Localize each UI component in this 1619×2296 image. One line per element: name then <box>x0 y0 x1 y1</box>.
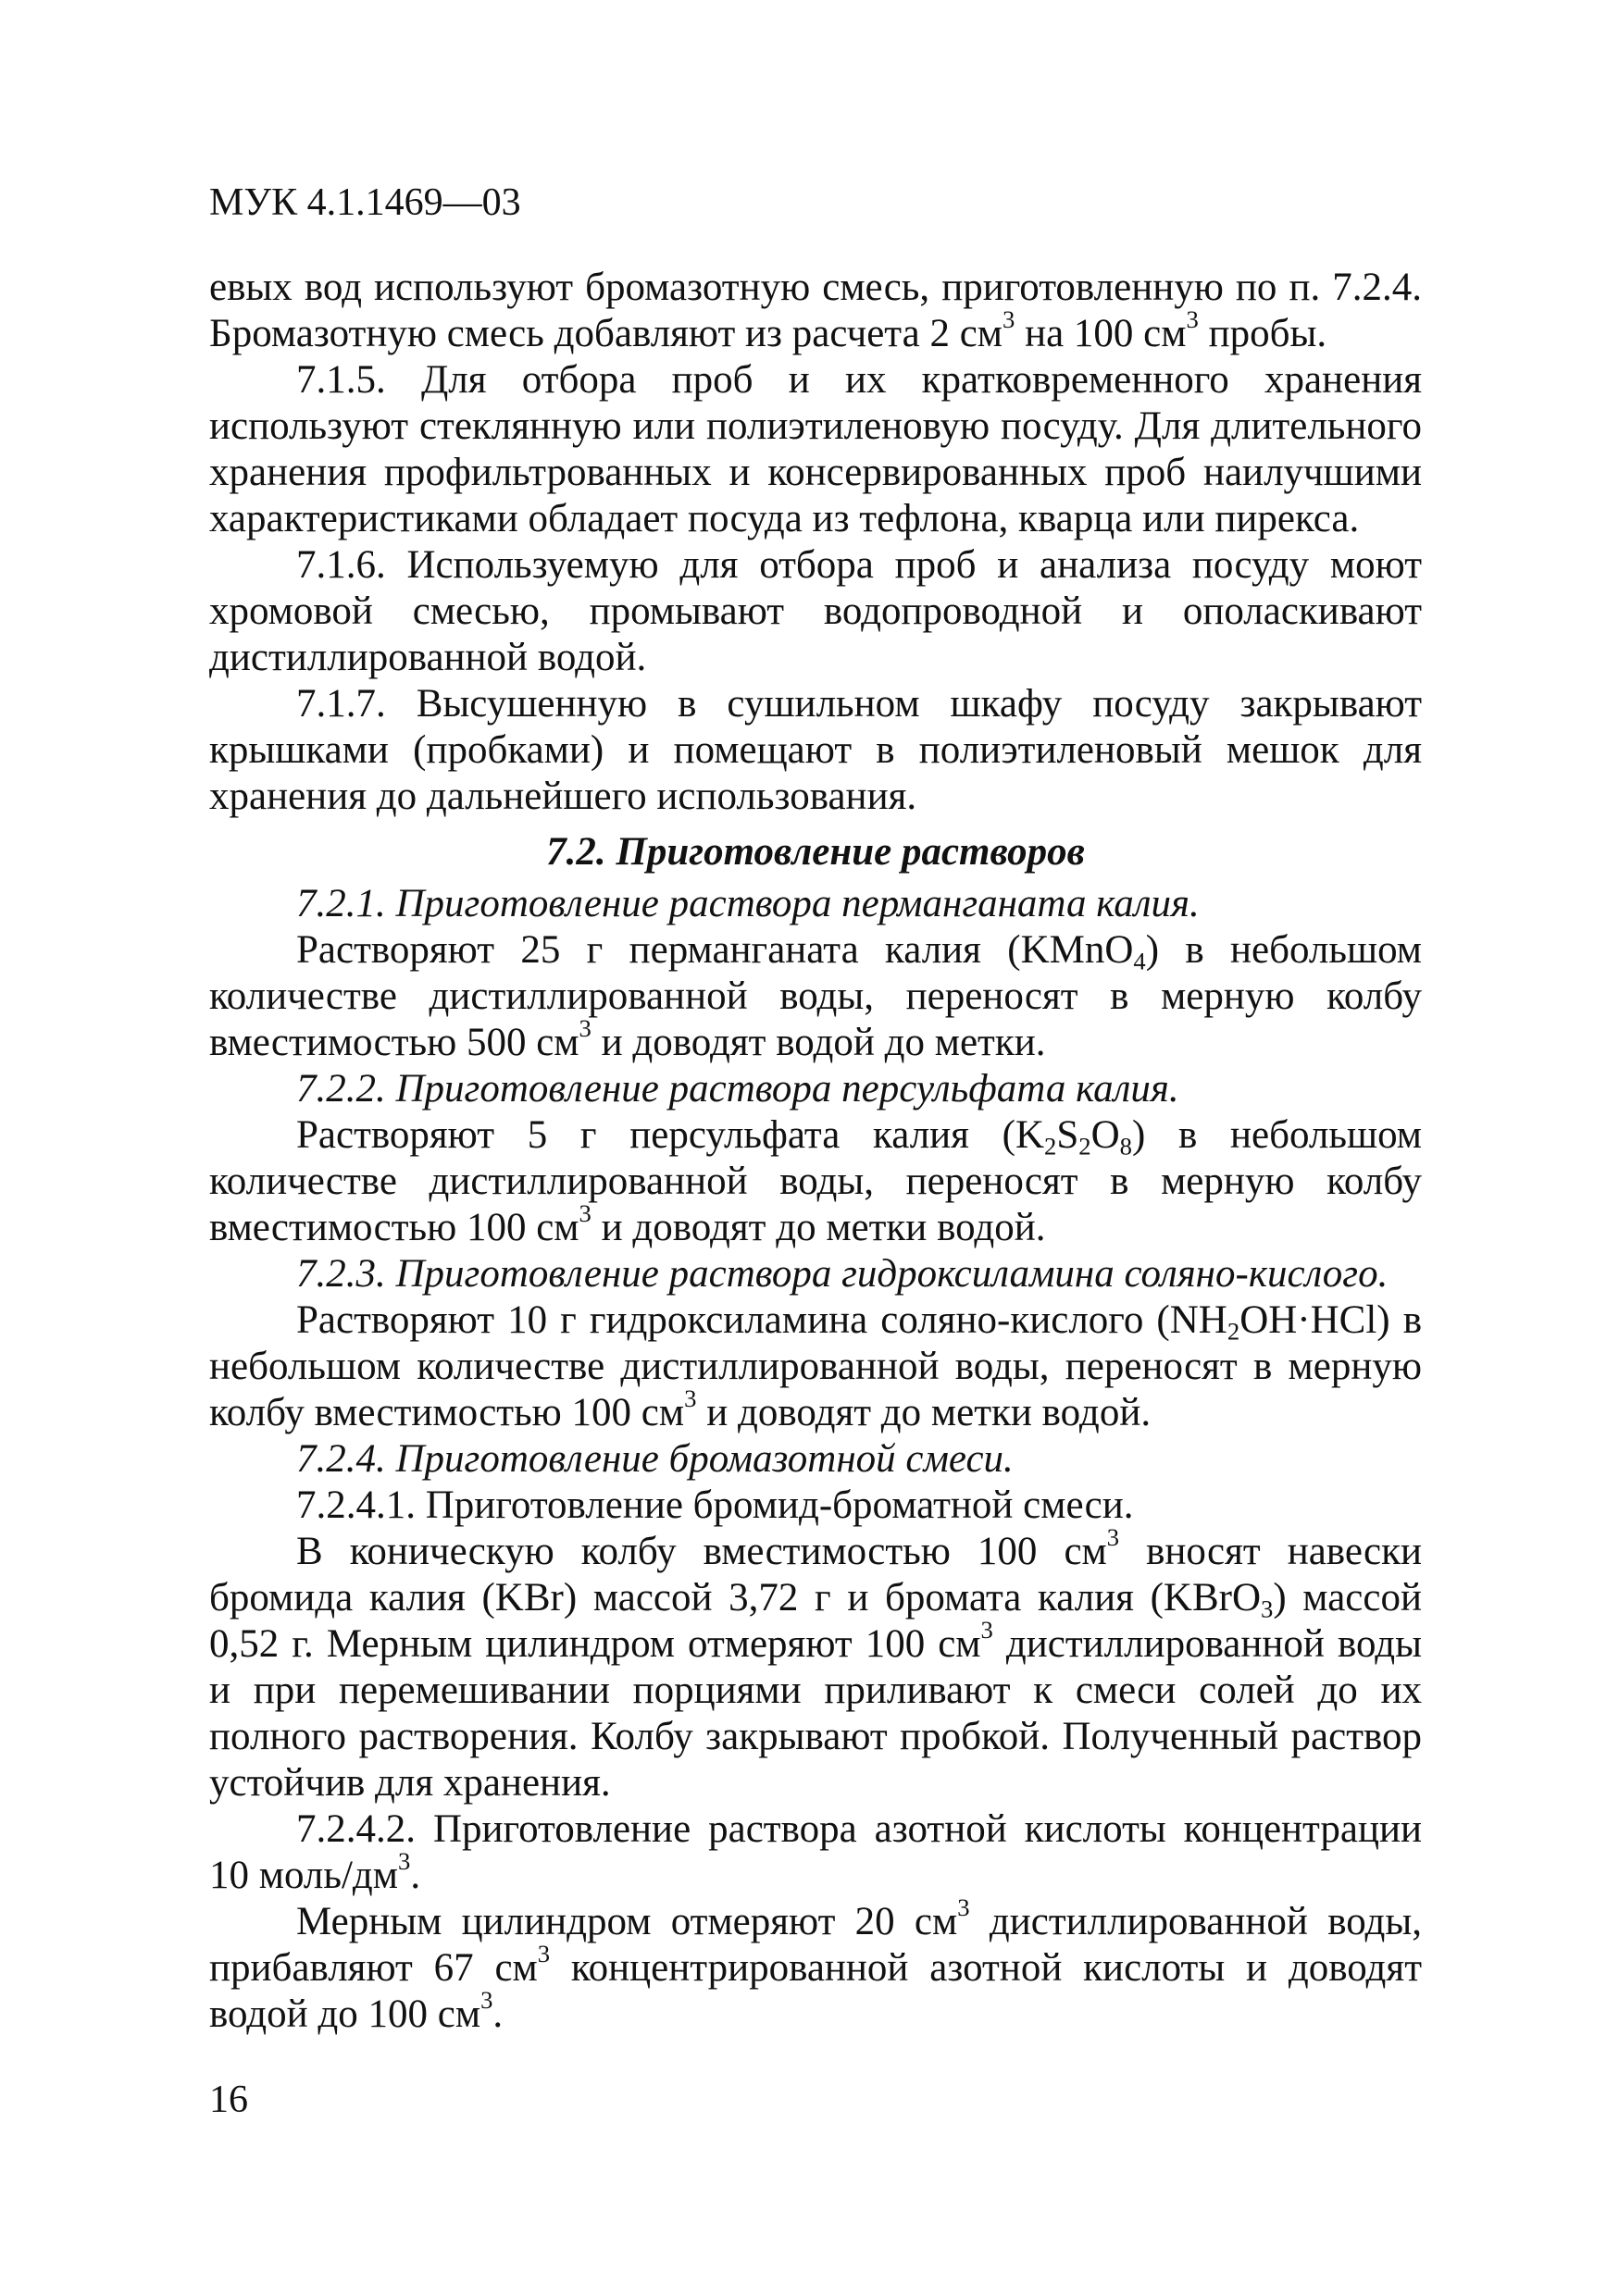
running-header: МУК 4.1.1469—03 <box>209 181 521 224</box>
text-run: на 100 см <box>1015 312 1187 355</box>
paragraph-7-2-3 <box>209 1297 1422 1436</box>
paragraph-7-2-4-1 <box>209 1523 1422 1806</box>
superscript: 3 <box>1186 305 1199 334</box>
text-run: Мерным цилиндром отмеряют 20 см <box>296 1900 958 1943</box>
text-run: OH·HCl) в небольшом количестве дистиллированной воды, переносят в мерную колбу вместимостью 100 см <box>209 1298 1422 1434</box>
text-run: дистиллированной воды и при перемешивании порциями приливают к смеси солей до их полного растворения. Колбу закрывают пробкой. Полученный раствор устойчив для хранения. <box>209 1622 1422 1805</box>
paragraph-7-1-7: 7.1.7. Высушенную в сушильном шкафу посуду закрывают крышками (пробками) и помещают в полиэтиленовый мешок для хранения до дальнейшего использования. <box>209 682 1422 818</box>
text-run: ) массой 0,52 г. Мерным цилиндром отмеряют 100 см <box>209 1576 1422 1666</box>
subscript: 4 <box>1133 947 1146 975</box>
paragraph-7-2-2 <box>209 1112 1422 1251</box>
superscript: 3 <box>579 1014 592 1043</box>
superscript: 3 <box>537 1940 551 1968</box>
text-run: евых вод используют бромазотную смесь, приготовленную по п. 7.2.4. Бромазотную смесь добавляют из расчета 2 см <box>209 266 1422 355</box>
superscript: 3 <box>480 1986 493 2015</box>
subheading-7-2-3: 7.2.3. Приготовление раствора гидроксиламина соляно-кислого. <box>296 1252 1389 1296</box>
subheading-7-2-1: 7.2.1. Приготовление раствора перманганата калия. <box>296 882 1200 925</box>
text-run: и доводят до метки водой. <box>696 1391 1152 1434</box>
text-run: . <box>410 1854 421 1897</box>
paragraph-7-1-6: 7.1.6. Используемую для отбора проб и анализа посуду моют хромовой смесью, промывают водопроводной и ополаскивают дистиллированной водой. <box>209 543 1422 679</box>
body-text <box>209 265 1422 2038</box>
text-run: и доводят водой до метки. <box>591 1021 1046 1064</box>
text-run: S <box>1056 1113 1079 1157</box>
paragraph-7-1-5: 7.1.5. Для отбора проб и их кратковременного хранения используют стеклянную или полиэтиленовую посуду. Для длительного хранения профильтрованных и консервированных проб наилучшими характеристиками обладает посуда из тефлона, кварца или пирекса. <box>209 358 1422 540</box>
text-run: Растворяют 25 г перманганата калия (KMnO <box>296 928 1134 972</box>
paragraph-continuation <box>209 265 1422 357</box>
superscript: 3 <box>579 1199 592 1228</box>
subscript: 2 <box>1078 1132 1091 1160</box>
text-run: пробы. <box>1198 312 1327 355</box>
superscript: 3 <box>398 1847 411 1876</box>
superscript: 3 <box>957 1893 970 1922</box>
text-run: O <box>1090 1113 1120 1157</box>
subscript: 2 <box>1044 1132 1057 1160</box>
subscript: 8 <box>1119 1132 1132 1160</box>
paragraph-7-2-1 <box>209 927 1422 1066</box>
text-run: Растворяют 5 г персульфата калия (K <box>296 1113 1045 1157</box>
subheading-7-2-4-2 <box>209 1806 1422 1899</box>
text-run: В коническую колбу вместимостью 100 см <box>296 1530 1107 1573</box>
subscript: 3 <box>1261 1595 1274 1623</box>
superscript: 3 <box>1003 305 1015 334</box>
superscript: 3 <box>684 1384 697 1413</box>
text-run: ) в небольшом количестве дистиллированной воды, переносят в мерную колбу вместимостью 100 см <box>209 1113 1422 1249</box>
subheading-7-2-4: 7.2.4. Приготовление бромазотной смеси. <box>296 1437 1014 1481</box>
superscript: 3 <box>1106 1523 1120 1552</box>
text-run: дистиллированной воды, прибавляют 67 см <box>209 1900 1422 1990</box>
subheading-7-2-2: 7.2.2. Приготовление раствора персульфата калия. <box>296 1067 1179 1111</box>
text-run: . <box>492 1992 504 2036</box>
section-title: 7.2. Приготовление растворов <box>546 830 1085 874</box>
text-run: концентрированной азотной кислоты и доводят водой до 100 см <box>209 1946 1422 2036</box>
superscript: 3 <box>980 1616 993 1644</box>
subheading-7-2-4-1: 7.2.4.1. Приготовление бромид-броматной смеси. <box>296 1483 1134 1527</box>
text-run: Растворяют 10 г гидроксиламина соляно-кислого (NH <box>296 1298 1227 1342</box>
text-run: вносят навески бромида калия (KBr) массой 3,72 г и бромата калия (KBrO <box>209 1530 1422 1620</box>
text-run: ) в небольшом количестве дистиллированной воды, переносят в мерную колбу вместимостью 500 см <box>209 928 1422 1064</box>
paragraph-7-2-4-2 <box>209 1893 1422 2038</box>
text-run: 7.2.4.2. Приготовление раствора азотной кислоты концентрации 10 моль/дм <box>209 1807 1422 1897</box>
text-run: и доводят до метки водой. <box>591 1206 1046 1249</box>
subscript: 2 <box>1227 1317 1240 1346</box>
page-number: 16 <box>209 2079 248 2121</box>
